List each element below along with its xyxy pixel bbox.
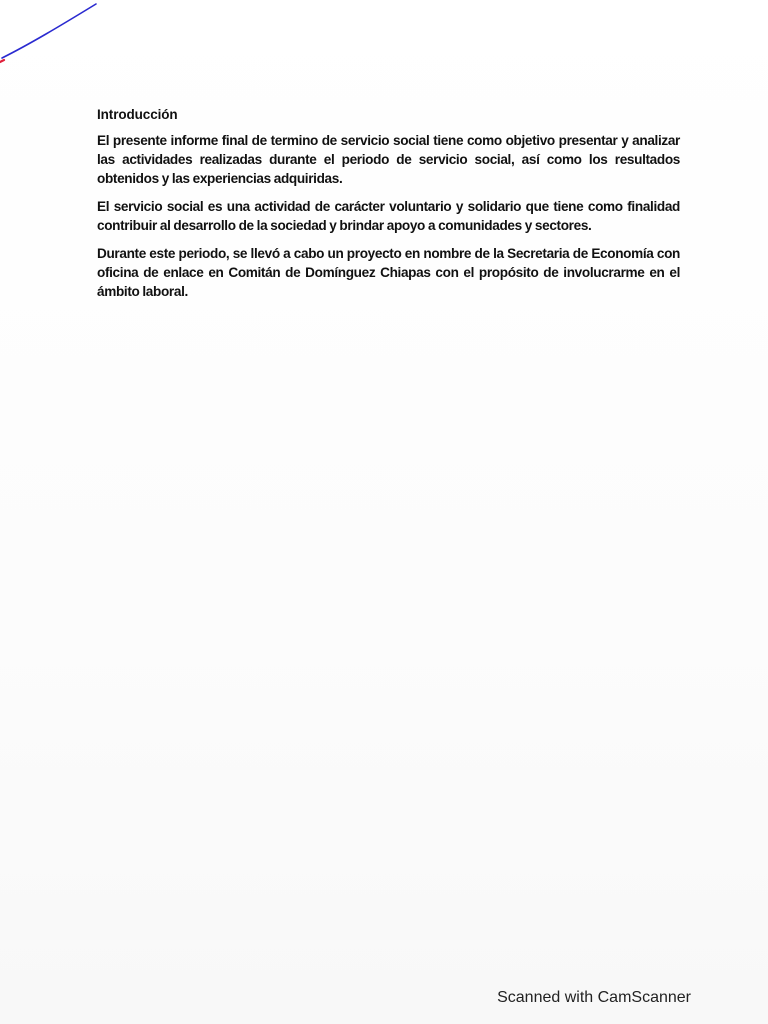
section-heading: Introducción — [97, 107, 178, 122]
pen-stroke-mark — [0, 0, 110, 70]
paragraph-2: El servicio social es una actividad de carácter voluntario y solidario que tiene como finalidad contribuir al desarrollo de la sociedad y brindar apoyo a comunidades y sectores. — [97, 199, 680, 233]
camscanner-watermark: Scanned with CamScanner — [497, 989, 691, 1006]
paragraph-3: Durante este periodo, se llevó a cabo un proyecto en nombre de la Secretaria de Economía con oficina de enlace en Comitán de Domínguez Chiapas con el propósito de involucrarme en el ámbito laboral. — [97, 246, 680, 299]
document-body — [97, 107, 680, 310]
paragraph-1: El presente informe final de termino de servicio social tiene como objetivo presentar y analizar las actividades realizadas durante el periodo de servicio social, así como los resultados obtenidos y las experiencias adquiridas. — [97, 133, 680, 186]
